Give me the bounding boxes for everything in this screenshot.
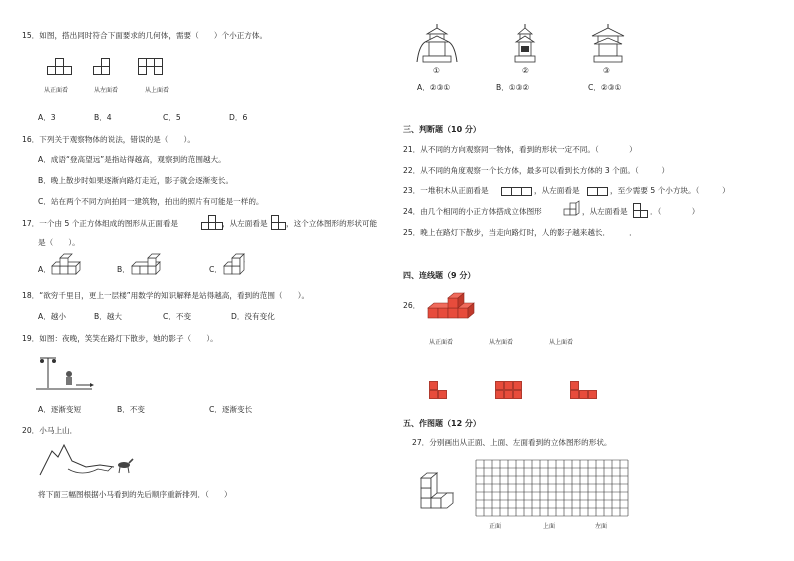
q15-view-label-front: 从正面看 [44,87,69,94]
section3-title: 三、判断题（10 分） [403,125,481,134]
q24-solid-figure [563,202,581,218]
q20-stem: 20．小马上山． [22,426,78,435]
streetlamp-girl-illustration [36,352,98,392]
q27-solid-figure [417,476,457,516]
section4-title: 四、连线题（9 分） [403,271,476,280]
q18-option-d[interactable]: D．没有变化 [231,312,275,321]
q27-drawing-grid[interactable] [476,460,628,520]
q24-part1: 24．由几个相同的小正方体搭成立体图形 [403,207,542,216]
q18-option-c[interactable]: C．不变 [163,312,192,321]
q17-option-c-figure [222,256,262,278]
q17-stem-part3: ，这个立体图形的形状可能 [286,219,378,228]
q17-option-b[interactable]: B． [117,265,130,274]
q24-part2: ，从左面看是 [582,207,628,216]
q26-label: 26． [403,301,421,310]
q17-option-b-figure [130,256,170,278]
q25: 25．晚上在路灯下散步，当走向路灯时，人的影子越来越长． ． [403,228,637,237]
q22: 22．从不同的角度观察一个长方体，最多可以看到长方体的 3 个面。（ ） [403,166,670,175]
q19-option-b[interactable]: B．不变 [117,405,145,414]
q23-part2: ，从左面看是 [534,186,580,195]
q17-stem-part4: 是（ ）。 [38,238,80,247]
q19-option-a[interactable]: A．逐渐变短 [38,405,82,414]
q23-part1: 23．一堆积木从正面看是 [403,186,489,195]
q21: 21．从不同的方向观察同一物体，看到的形状一定不同。（ ） [403,145,637,154]
q20-instruction: 将下面三幅图根据小马看到的先后顺序重新排列．（ ） [38,490,232,499]
pagoda-label-1: ① [433,66,440,75]
q17-option-c[interactable]: C． [209,265,222,274]
q16-option-b[interactable]: B．晚上散步时如果逐渐向路灯走近，影子就会逐渐变长。 [38,176,234,185]
pagoda-view-3 [588,22,628,64]
q17-stem-part2: ，从左面看是 [222,219,268,228]
q17-option-a-figure [50,256,90,278]
q20-option-b[interactable]: B．①③② [496,83,530,92]
q18-option-a[interactable]: A．越小 [38,312,66,321]
q26-view-label-front: 从正面看 [429,339,454,346]
q16-option-c[interactable]: C．站在两个不同方向拍同一建筑物，拍出的照片有可能是一样的。 [38,197,264,206]
q27-grid-label-front: 正面 [489,523,502,530]
section5-title: 五、作图题（12 分） [403,419,481,428]
q26-solid-figure [426,292,486,322]
q15-option-c[interactable]: C．5 [163,113,181,122]
q15-view-label-left: 从左面看 [94,87,119,94]
pagoda-view-2 [510,22,540,64]
pagoda-view-1 [417,22,457,64]
q18-option-b[interactable]: B．越大 [94,312,122,321]
q19-option-c[interactable]: C．逐渐变长 [209,405,253,414]
q27-grid-label-left: 左面 [595,523,608,530]
q20-option-c[interactable]: C．②③① [588,83,622,92]
q26-view-label-top: 从上面看 [549,339,574,346]
q17-option-a[interactable]: A． [38,265,51,274]
pagoda-label-3: ③ [603,66,610,75]
horse-mountain-illustration [38,441,138,481]
q15-option-a[interactable]: A．3 [38,113,56,122]
q19-stem: 19．如图：夜晚，笑笑在路灯下散步，她的影子（ ）。 [22,334,218,343]
q15-stem: 15．如图，搭出同时符合下面要求的几何体，需要（ ）个小正方体。 [22,31,268,40]
q16-stem: 16．下列关于观察物体的说法，错误的是（ ）。 [22,135,195,144]
q15-option-d[interactable]: D．6 [229,113,248,122]
q17-stem-part1: 17．一个由 5 个正方体组成的图形从正面看是 [22,219,179,228]
q18-stem: 18．“欲穷千里目，更上一层楼”用数学的知识解释是站得越高，看到的范围（ ）。 [22,291,310,300]
q26-view-label-left: 从左面看 [489,339,514,346]
q15-view-label-top: 从上面看 [145,87,170,94]
q23-part3: ，至少需要 5 个小方块。（ ） [610,186,730,195]
q27-grid-label-top: 上面 [543,523,556,530]
pagoda-label-2: ② [522,66,529,75]
q16-option-a[interactable]: A．成语“登高望远”是指站得越高，观察到的范围越大。 [38,155,226,164]
q15-option-b[interactable]: B．4 [94,113,112,122]
q27-stem: 27．分别画出从正面、上面、左面看到的立体图形的形状。 [412,438,612,447]
q20-option-a[interactable]: A．②③① [417,83,451,92]
q24-part3: ．（ ） [650,207,700,216]
